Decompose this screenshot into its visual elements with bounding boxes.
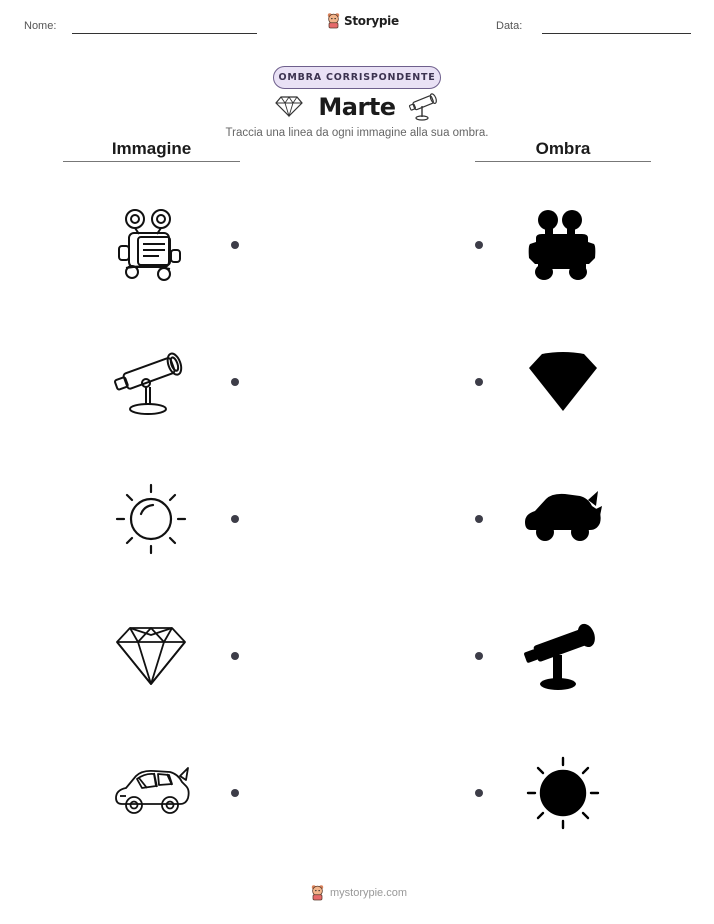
sun-icon xyxy=(113,482,189,558)
right-dot-2[interactable] xyxy=(475,378,483,386)
right-column-heading: Ombra xyxy=(535,139,591,158)
storypie-logo-icon xyxy=(310,884,325,901)
left-column-rule xyxy=(63,161,240,162)
left-dot-1[interactable] xyxy=(231,241,239,249)
date-label: Data: xyxy=(496,20,523,32)
robot-rover-shadow-icon xyxy=(526,206,598,282)
car-shadow-icon xyxy=(520,488,604,548)
diamond-icon xyxy=(114,624,188,688)
right-dot-3[interactable] xyxy=(475,515,483,523)
sun-shadow-icon xyxy=(524,755,602,831)
left-dot-5[interactable] xyxy=(231,789,239,797)
left-dot-2[interactable] xyxy=(231,378,239,386)
telescope-icon xyxy=(407,92,441,122)
brand-name: Storypie xyxy=(344,13,399,28)
diamond-shadow-icon xyxy=(526,350,600,414)
worksheet-badge: OMBRA CORRISPONDENTE xyxy=(273,66,441,89)
right-dot-5[interactable] xyxy=(475,789,483,797)
robot-rover-icon xyxy=(114,206,186,284)
footer-url[interactable]: mystorypie.com xyxy=(330,886,408,899)
worksheet-title: Marte xyxy=(318,93,396,121)
left-dot-4[interactable] xyxy=(231,652,239,660)
left-dot-3[interactable] xyxy=(231,515,239,523)
telescope-shadow-icon xyxy=(518,617,604,693)
footer xyxy=(310,884,407,901)
date-field-line[interactable] xyxy=(542,33,691,34)
car-icon xyxy=(112,762,192,822)
name-field-line[interactable] xyxy=(72,33,257,34)
right-dot-1[interactable] xyxy=(475,241,483,249)
telescope-icon xyxy=(110,343,192,419)
right-column-rule xyxy=(475,161,651,162)
right-dot-4[interactable] xyxy=(475,652,483,660)
left-column-heading: Immagine xyxy=(111,139,192,158)
brand-header xyxy=(326,12,399,29)
instructions: Traccia una linea da ogni immagine alla sua ombra. xyxy=(225,127,489,139)
storypie-logo-icon xyxy=(326,12,341,29)
name-label: Nome: xyxy=(24,20,57,32)
